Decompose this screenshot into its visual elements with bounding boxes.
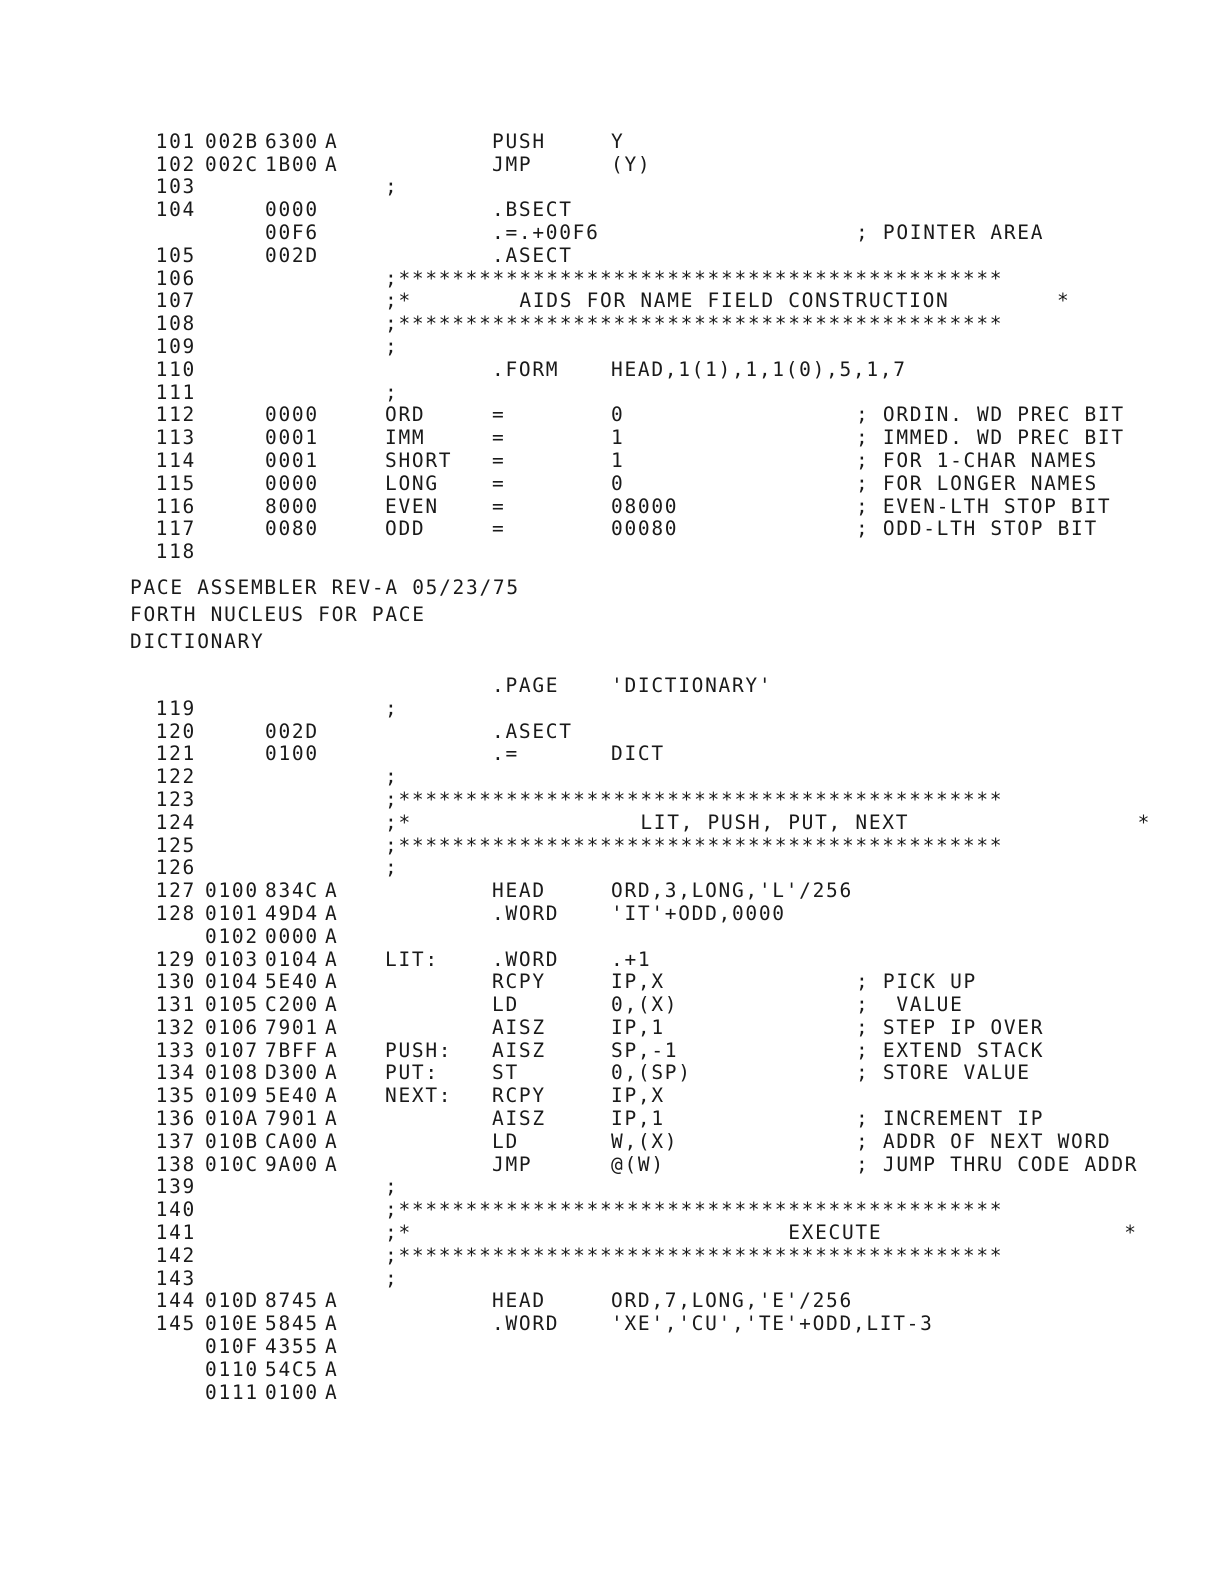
object-code: 0000 bbox=[265, 471, 319, 495]
comment: ; FOR LONGER NAMES bbox=[856, 471, 1098, 495]
listing-row bbox=[130, 267, 1151, 290]
line-number: 106 bbox=[155, 266, 196, 290]
relocation-flag: A bbox=[325, 1289, 339, 1313]
opcode: LD bbox=[492, 1129, 519, 1153]
object-code: 4355 bbox=[265, 1335, 319, 1359]
listing-row bbox=[130, 743, 1151, 766]
listing-row bbox=[130, 1016, 1151, 1039]
listing-row bbox=[130, 221, 1151, 244]
listing-row bbox=[130, 811, 1151, 834]
listing-row bbox=[130, 1176, 1151, 1199]
comment-banner: ;********************************************* bbox=[385, 312, 1004, 336]
location-counter: 010A bbox=[205, 1107, 259, 1131]
object-code: 5E40 bbox=[265, 1084, 319, 1108]
object-code: 7901 bbox=[265, 1015, 319, 1039]
operand: @(W) bbox=[611, 1152, 665, 1176]
line-number: 102 bbox=[155, 152, 196, 176]
object-code: 0000 bbox=[265, 403, 319, 427]
listing-row bbox=[130, 540, 1151, 563]
comment: ; ADDR OF NEXT WORD bbox=[856, 1129, 1112, 1153]
spacer bbox=[130, 655, 1151, 674]
object-code: 0000 bbox=[265, 198, 319, 222]
line-number: 130 bbox=[155, 970, 196, 994]
opcode: = bbox=[492, 494, 506, 518]
listing-row bbox=[130, 925, 1151, 948]
comment: ; EVEN-LTH STOP BIT bbox=[856, 494, 1112, 518]
listing-row bbox=[130, 518, 1151, 541]
comment-banner: ;********************************************* bbox=[385, 1243, 1004, 1267]
label: LIT: bbox=[385, 947, 439, 971]
object-code: 002D bbox=[265, 719, 319, 743]
listing-row bbox=[130, 381, 1151, 404]
operand: 1 bbox=[611, 448, 625, 472]
listing-row bbox=[130, 1062, 1151, 1085]
operand: .+1 bbox=[611, 947, 652, 971]
label: EVEN bbox=[385, 494, 439, 518]
location-counter: 0111 bbox=[205, 1380, 259, 1404]
operand: 00080 bbox=[611, 517, 679, 541]
assembler-title: PACE ASSEMBLER REV-A 05/23/75 bbox=[130, 576, 520, 600]
label: ; bbox=[385, 765, 399, 789]
label: ; bbox=[385, 856, 399, 880]
listing-row bbox=[130, 153, 1151, 176]
relocation-flag: A bbox=[325, 1015, 339, 1039]
object-code: CA00 bbox=[265, 1129, 319, 1153]
line-number: 125 bbox=[155, 833, 196, 857]
listing-row bbox=[130, 449, 1151, 472]
location-counter: 0101 bbox=[205, 901, 259, 925]
location-counter: 0105 bbox=[205, 993, 259, 1017]
line-number: 140 bbox=[155, 1198, 196, 1222]
label: ORD bbox=[385, 403, 426, 427]
directive-op: .PAGE bbox=[492, 673, 560, 697]
line-number: 122 bbox=[155, 765, 196, 789]
object-code: 9A00 bbox=[265, 1152, 319, 1176]
line-number: 105 bbox=[155, 243, 196, 267]
object-code: 7BFF bbox=[265, 1038, 319, 1062]
opcode: .ASECT bbox=[492, 719, 573, 743]
listing-row bbox=[130, 404, 1151, 427]
listing-row bbox=[130, 244, 1151, 267]
object-code: 0000 bbox=[265, 924, 319, 948]
operand: W,(X) bbox=[611, 1129, 679, 1153]
operand: HEAD,1(1),1,1(0),5,1,7 bbox=[611, 357, 907, 381]
line-number: 134 bbox=[155, 1061, 196, 1085]
opcode: PUSH bbox=[492, 129, 546, 153]
operand: IP,1 bbox=[611, 1015, 665, 1039]
object-code: 0080 bbox=[265, 517, 319, 541]
opcode: = bbox=[492, 517, 506, 541]
listing-row bbox=[130, 335, 1151, 358]
label: LONG bbox=[385, 471, 439, 495]
location-counter: 010B bbox=[205, 1129, 259, 1153]
object-code: 0104 bbox=[265, 947, 319, 971]
opcode: = bbox=[492, 448, 506, 472]
comment-banner: ;********************************************* bbox=[385, 833, 1004, 857]
operand: Y bbox=[611, 129, 625, 153]
object-code: 8745 bbox=[265, 1289, 319, 1313]
comment: ; ORDIN. WD PREC BIT bbox=[856, 403, 1125, 427]
listing-row bbox=[130, 1335, 1151, 1358]
listing-row bbox=[130, 176, 1151, 199]
comment-banner: ;* LIT, PUSH, PUT, NEXT * bbox=[385, 810, 1152, 834]
label: ; bbox=[385, 380, 399, 404]
line-number: 126 bbox=[155, 856, 196, 880]
opcode: = bbox=[492, 403, 506, 427]
line-number: 114 bbox=[155, 448, 196, 472]
operand: SP,-1 bbox=[611, 1038, 679, 1062]
operand: 'IT'+ODD,0000 bbox=[611, 901, 786, 925]
location-counter: 0102 bbox=[205, 924, 259, 948]
relocation-flag: A bbox=[325, 1038, 339, 1062]
operand: 0,(X) bbox=[611, 993, 679, 1017]
line-number: 128 bbox=[155, 901, 196, 925]
location-counter: 010E bbox=[205, 1312, 259, 1336]
relocation-flag: A bbox=[325, 1152, 339, 1176]
program-title: FORTH NUCLEUS FOR PACE bbox=[130, 603, 426, 627]
line-number: 136 bbox=[155, 1107, 196, 1131]
object-code: 834C bbox=[265, 879, 319, 903]
opcode: .= bbox=[492, 742, 519, 766]
line-number: 108 bbox=[155, 312, 196, 336]
line-number: 112 bbox=[155, 403, 196, 427]
listing-row bbox=[130, 1039, 1151, 1062]
object-code: 8000 bbox=[265, 494, 319, 518]
operand: 0 bbox=[611, 471, 625, 495]
opcode: .=.+00F6 bbox=[492, 220, 600, 244]
opcode: = bbox=[492, 426, 506, 450]
location-counter: 0110 bbox=[205, 1357, 259, 1381]
listing-row bbox=[130, 834, 1151, 857]
operand: 0,(SP) bbox=[611, 1061, 692, 1085]
location-counter: 0103 bbox=[205, 947, 259, 971]
listing-row bbox=[130, 1198, 1151, 1221]
comment: ; POINTER AREA bbox=[856, 220, 1045, 244]
listing-row bbox=[130, 198, 1151, 221]
opcode: .FORM bbox=[492, 357, 560, 381]
object-code: 0100 bbox=[265, 742, 319, 766]
line-number: 131 bbox=[155, 993, 196, 1017]
relocation-flag: A bbox=[325, 901, 339, 925]
listing-row bbox=[130, 312, 1151, 335]
listing-row bbox=[130, 1312, 1151, 1335]
operand: 08000 bbox=[611, 494, 679, 518]
line-number: 135 bbox=[155, 1084, 196, 1108]
opcode: RCPY bbox=[492, 970, 546, 994]
object-code: 0001 bbox=[265, 426, 319, 450]
line-number: 109 bbox=[155, 334, 196, 358]
location-counter: 010D bbox=[205, 1289, 259, 1313]
line-number: 133 bbox=[155, 1038, 196, 1062]
opcode: RCPY bbox=[492, 1084, 546, 1108]
listing-row bbox=[130, 788, 1151, 811]
relocation-flag: A bbox=[325, 1335, 339, 1359]
line-number: 145 bbox=[155, 1312, 196, 1336]
assembler-listing bbox=[130, 130, 1151, 1404]
comment-banner: ;* EXECUTE * bbox=[385, 1221, 1138, 1245]
operand: IP,1 bbox=[611, 1107, 665, 1131]
comment-banner: ;********************************************* bbox=[385, 1198, 1004, 1222]
opcode: JMP bbox=[492, 1152, 533, 1176]
location-counter: 002B bbox=[205, 129, 259, 153]
opcode: .WORD bbox=[492, 947, 560, 971]
line-number: 142 bbox=[155, 1243, 196, 1267]
label: PUSH: bbox=[385, 1038, 453, 1062]
line-number: 138 bbox=[155, 1152, 196, 1176]
line-number: 120 bbox=[155, 719, 196, 743]
label: ; bbox=[385, 1266, 399, 1290]
line-number: 124 bbox=[155, 810, 196, 834]
operand: IP,X bbox=[611, 1084, 665, 1108]
listing-row bbox=[130, 1130, 1151, 1153]
opcode: JMP bbox=[492, 152, 533, 176]
relocation-flag: A bbox=[325, 1357, 339, 1381]
object-code: 00F6 bbox=[265, 220, 319, 244]
line-number: 137 bbox=[155, 1129, 196, 1153]
listing-row bbox=[130, 857, 1151, 880]
opcode: .WORD bbox=[492, 1312, 560, 1336]
listing-row bbox=[130, 1153, 1151, 1176]
listing-row bbox=[130, 1107, 1151, 1130]
object-code: 0100 bbox=[265, 1380, 319, 1404]
line-number: 121 bbox=[155, 742, 196, 766]
object-code: 7901 bbox=[265, 1107, 319, 1131]
object-code: 002D bbox=[265, 243, 319, 267]
relocation-flag: A bbox=[325, 947, 339, 971]
relocation-flag: A bbox=[325, 1380, 339, 1404]
operand: IP,X bbox=[611, 970, 665, 994]
object-code: 5845 bbox=[265, 1312, 319, 1336]
relocation-flag: A bbox=[325, 1061, 339, 1085]
location-counter: 0104 bbox=[205, 970, 259, 994]
comment: ; JUMP THRU CODE ADDR bbox=[856, 1152, 1139, 1176]
section-title: DICTIONARY bbox=[130, 630, 265, 654]
comment: ; STEP IP OVER bbox=[856, 1015, 1045, 1039]
listing-row bbox=[130, 472, 1151, 495]
operand: ORD,3,LONG,'L'/256 bbox=[611, 879, 853, 903]
listing-row bbox=[130, 1267, 1151, 1290]
operand: ORD,7,LONG,'E'/256 bbox=[611, 1289, 853, 1313]
opcode: .WORD bbox=[492, 901, 560, 925]
relocation-flag: A bbox=[325, 879, 339, 903]
listing-block-1 bbox=[130, 130, 1151, 563]
line-number: 116 bbox=[155, 494, 196, 518]
line-number: 144 bbox=[155, 1289, 196, 1313]
location-counter: 010C bbox=[205, 1152, 259, 1176]
label: ; bbox=[385, 175, 399, 199]
line-number: 107 bbox=[155, 289, 196, 313]
line-number: 118 bbox=[155, 540, 196, 564]
listing-row bbox=[130, 993, 1151, 1016]
object-code: D300 bbox=[265, 1061, 319, 1085]
label: ; bbox=[385, 1175, 399, 1199]
object-code: C200 bbox=[265, 993, 319, 1017]
label: NEXT: bbox=[385, 1084, 453, 1108]
listing-row bbox=[130, 1084, 1151, 1107]
listing-row bbox=[130, 1244, 1151, 1267]
listing-row bbox=[130, 290, 1151, 313]
comment-banner: ;* AIDS FOR NAME FIELD CONSTRUCTION * bbox=[385, 289, 1071, 313]
relocation-flag: A bbox=[325, 1084, 339, 1108]
opcode: AISZ bbox=[492, 1015, 546, 1039]
opcode: .BSECT bbox=[492, 198, 573, 222]
label: SHORT bbox=[385, 448, 453, 472]
relocation-flag: A bbox=[325, 1129, 339, 1153]
listing-row bbox=[130, 130, 1151, 153]
line-number: 117 bbox=[155, 517, 196, 541]
relocation-flag: A bbox=[325, 129, 339, 153]
comment: ; EXTEND STACK bbox=[856, 1038, 1045, 1062]
directive-operand: 'DICTIONARY' bbox=[611, 673, 773, 697]
opcode: AISZ bbox=[492, 1038, 546, 1062]
operand: 'XE','CU','TE'+ODD,LIT-3 bbox=[611, 1312, 934, 1336]
listing-row bbox=[130, 426, 1151, 449]
opcode: ST bbox=[492, 1061, 519, 1085]
object-code: 5E40 bbox=[265, 970, 319, 994]
object-code: 6300 bbox=[265, 129, 319, 153]
label: ; bbox=[385, 334, 399, 358]
operand: 0 bbox=[611, 403, 625, 427]
opcode: = bbox=[492, 471, 506, 495]
comment-banner: ;********************************************* bbox=[385, 787, 1004, 811]
location-counter: 0109 bbox=[205, 1084, 259, 1108]
opcode: LD bbox=[492, 993, 519, 1017]
comment: ; ODD-LTH STOP BIT bbox=[856, 517, 1098, 541]
comment: ; VALUE bbox=[856, 993, 964, 1017]
line-number: 143 bbox=[155, 1266, 196, 1290]
object-code: 49D4 bbox=[265, 901, 319, 925]
comment-banner: ;********************************************* bbox=[385, 266, 1004, 290]
comment: ; STORE VALUE bbox=[856, 1061, 1031, 1085]
listing-row bbox=[130, 971, 1151, 994]
listing-row bbox=[130, 879, 1151, 902]
listing-row bbox=[130, 1358, 1151, 1381]
line-number: 127 bbox=[155, 879, 196, 903]
line-number: 113 bbox=[155, 426, 196, 450]
location-counter: 0108 bbox=[205, 1061, 259, 1085]
relocation-flag: A bbox=[325, 970, 339, 994]
relocation-flag: A bbox=[325, 1312, 339, 1336]
location-counter: 0100 bbox=[205, 879, 259, 903]
label: PUT: bbox=[385, 1061, 439, 1085]
relocation-flag: A bbox=[325, 152, 339, 176]
listing-row bbox=[130, 358, 1151, 381]
location-counter: 010F bbox=[205, 1335, 259, 1359]
opcode: HEAD bbox=[492, 879, 546, 903]
object-code: 0001 bbox=[265, 448, 319, 472]
location-counter: 0107 bbox=[205, 1038, 259, 1062]
listing-row bbox=[130, 495, 1151, 518]
line-number: 104 bbox=[155, 198, 196, 222]
object-code: 54C5 bbox=[265, 1357, 319, 1381]
label: IMM bbox=[385, 426, 426, 450]
comment: ; IMMED. WD PREC BIT bbox=[856, 426, 1125, 450]
listing-row bbox=[130, 697, 1151, 720]
listing-row bbox=[130, 1381, 1151, 1404]
line-number: 110 bbox=[155, 357, 196, 381]
comment: ; INCREMENT IP bbox=[856, 1107, 1045, 1131]
spacer bbox=[130, 563, 1151, 574]
opcode: HEAD bbox=[492, 1289, 546, 1313]
relocation-flag: A bbox=[325, 993, 339, 1017]
page-header bbox=[0, 574, 1151, 655]
listing-row bbox=[130, 902, 1151, 925]
listing-block-2 bbox=[130, 697, 1151, 1404]
line-number: 132 bbox=[155, 1015, 196, 1039]
line-number: 129 bbox=[155, 947, 196, 971]
operand: 1 bbox=[611, 426, 625, 450]
label: ODD bbox=[385, 517, 426, 541]
object-code: 1B00 bbox=[265, 152, 319, 176]
listing-row bbox=[130, 1290, 1151, 1313]
relocation-flag: A bbox=[325, 1107, 339, 1131]
listing-row bbox=[130, 1221, 1151, 1244]
line-number: 141 bbox=[155, 1221, 196, 1245]
relocation-flag: A bbox=[325, 924, 339, 948]
operand: (Y) bbox=[611, 152, 652, 176]
line-number: 139 bbox=[155, 1175, 196, 1199]
line-number: 123 bbox=[155, 787, 196, 811]
listing-row bbox=[130, 948, 1151, 971]
listing-row bbox=[130, 765, 1151, 788]
listing-row bbox=[130, 720, 1151, 743]
opcode: .ASECT bbox=[492, 243, 573, 267]
page-directive-row bbox=[130, 674, 1151, 697]
location-counter: 0106 bbox=[205, 1015, 259, 1039]
location-counter: 002C bbox=[205, 152, 259, 176]
line-number: 119 bbox=[155, 696, 196, 720]
comment: ; FOR 1-CHAR NAMES bbox=[856, 448, 1098, 472]
line-number: 103 bbox=[155, 175, 196, 199]
operand: DICT bbox=[611, 742, 665, 766]
comment: ; PICK UP bbox=[856, 970, 977, 994]
opcode: AISZ bbox=[492, 1107, 546, 1131]
line-number: 101 bbox=[155, 129, 196, 153]
line-number: 111 bbox=[155, 380, 196, 404]
line-number: 115 bbox=[155, 471, 196, 495]
label: ; bbox=[385, 696, 399, 720]
